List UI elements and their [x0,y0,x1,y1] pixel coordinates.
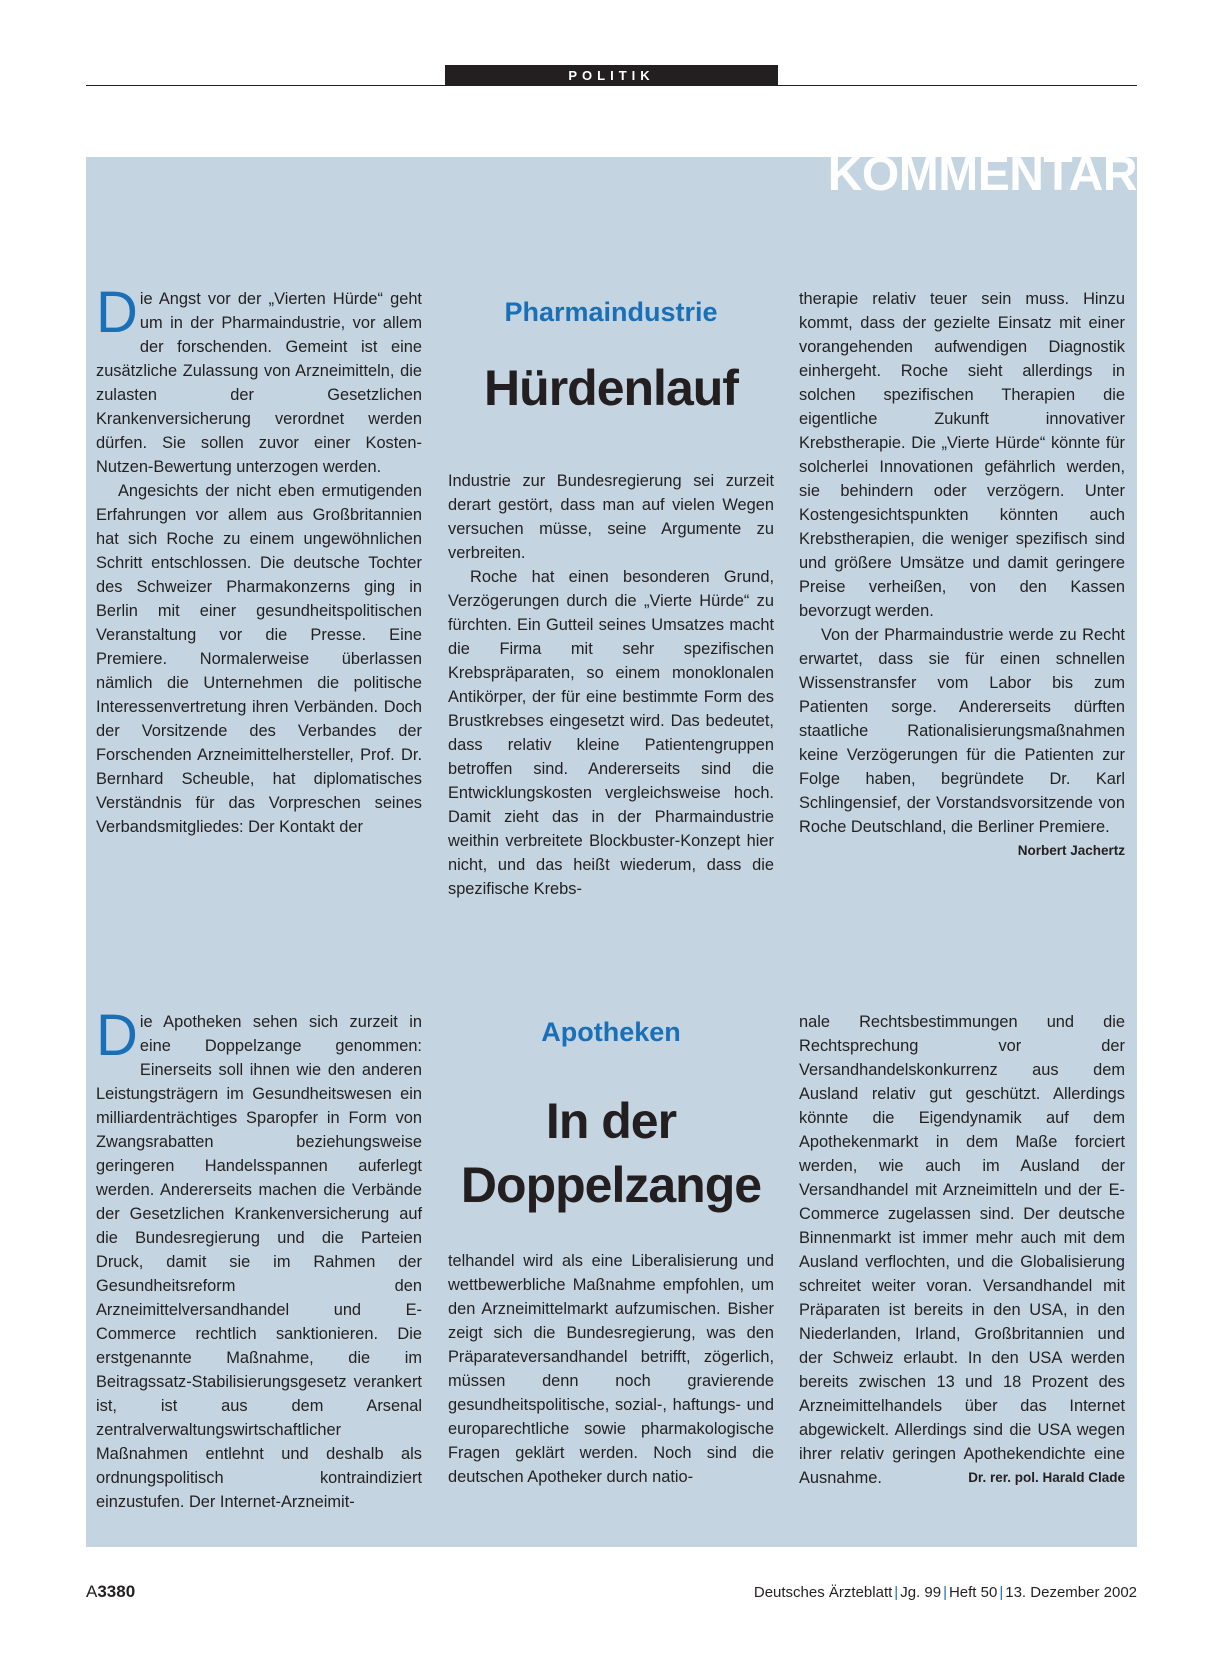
page-prefix: A [86,1582,98,1601]
article2-column2 [448,1249,774,1489]
article1-col2-para2: Roche hat einen besonderen Grund, Verzögerungen durch die „Vierte Hürde“ zu fürchten. Ein Gutteil seines Umsatzes macht die Firma mit sehr spezifischen Krebspräparaten, so einem monoklonalen Antikörper, der für eine bestimmte Form des Brustkrebses eingesetzt wird. Das bedeutet, dass relativ kleine Patientengruppen betroffen sind. Andererseits sind die Entwicklungskosten vergleichsweise hoch. Damit zieht das in der Pharmaindustrie weithin verbreitete Blockbuster-Konzept hier nicht, und das heißt wiederum, dass die spezifische Krebs- [448,568,774,898]
journal-issue: Heft 50 [948,1584,998,1601]
journal-date: 13. Dezember 2002 [1005,1584,1137,1601]
page-number-value: 3380 [97,1582,136,1601]
article2-col3-para1: nale Rechtsbestimmungen und die Rechtsprechung vor der Versandhandelskonkurrenz aus dem Ausland relativ gut geschützt. Allerdings könnte die Eigendynamik auf dem Apothekenmarkt in dem Maße forciert werden, wie auch im Ausland der Versandhandel mit Arzneimitteln und der E-Commerce zugelassen sind. Der deutsche Binnenmarkt ist immer mehr auch mit dem Ausland verflochten, und die Globalisierung schreitet weiter voran. Versandhandel mit Präparaten ist bereits in den USA, in den Niederlanden, Irland, Großbritannien und der Schweiz erlaubt. In den USA werden bereits zwischen 13 und 18 Prozent des Arzneimittelhandels über das Internet abgewickelt. Allerdings sind die USA wegen ihrer relativ geringen Apothekendichte eine Ausnahme. [799,1013,1125,1487]
comment-panel [86,157,1137,1547]
journal-name: Deutsches Ärzteblatt [753,1584,893,1601]
article2-dropcap: D [96,1003,138,1068]
article1-col1-para1: ie Angst vor der „Vierten Hürde“ geht um in der Pharmaindustrie, vor allem der forschenden. Gemeint ist eine zusätzliche Zulassung von Arzneimitteln, die zulasten der Gesetzlichen Krankenversicherung verordnet werden dürfen. Sie sollen zuvor einer Kosten-Nutzen-Bewertung unterzogen werden. [96,290,422,476]
article1-author: Norbert Jachertz [1017,843,1125,858]
article2-kicker: Apotheken [541,1017,681,1047]
article2-col1-para1: ie Apotheken sehen sich zurzeit in eine Doppelzange genommen: Einerseits soll ihnen wie den anderen Leistungsträgern im Gesundheitswesen ein milliardenträchtiges Sparopfer in Form von Zwangsrabatten beziehungsweise geringeren Handelsspannen auferlegt werden. Andererseits machen die Verbände der Gesetzlichen Krankenversicherung auf die Bundesregierung und die Parteien Druck, damit sie im Rahmen der Gesundheitsreform den Arzneimittelversandhandel und E-Commerce rechtlich sanktionieren. Die erstgenannte Maßnahme, die im Beitragssatz-Stabilisierungsgesetz verankert ist, ist aus dem Arsenal zentralverwaltungswirtschaftlicher Maßnahmen entlehnt und deshalb als ordnungspolitisch kontraindiziert einzustufen. Der Internet-Arzneimit- [96,1013,422,1511]
kommentar-label: KOMMENTAR [827,157,1137,201]
article1-column1 [96,280,422,839]
article1-col1-para2: Angesichts der nicht eben ermutigenden Erfahrungen vor allem aus Großbritannien hat sich Roche zu einem ungewöhnlichen Schritt entschlossen. Die deutsche Tochter des Schweizer Pharmakonzerns ging in Berlin mit einer gesundheitspolitischen Veranstaltung vor die Presse. Eine Premiere. Normalerweise überlassen nämlich die Unternehmen die politische Interessenvertretung ihren Verbänden. Doch der Vorsitzende des Verbandes der Forschenden Arzneimittelhersteller, Prof. Dr. Bernhard Scheuble, hat diplomatisches Verständnis für das Vorpreschen seines Verbandsmitgliedes: Der Kontakt der [96,482,422,836]
separator: | [943,1584,947,1601]
article1-column3 [799,287,1125,863]
article1-col2-para1: Industrie zur Bundesregierung sei zurzeit derart gestört, dass man auf vielen Wegen versuchen müsse, seine Argumente zu verbreiten. [448,472,774,562]
article1-kicker: Pharmaindustrie [504,297,718,327]
article1-headline: Hürdenlauf [484,360,738,416]
article2-col2-para1: telhandel wird als eine Liberalisierung und wettbewerbliche Maßnahme empfohlen, um den Arzneimittelmarkt aufzumischen. Bisher zeigt sich die Bundesregierung, was den Präparateversandhandel betrifft, zögerlich, müssen denn noch gravierende gesundheitspolitische, sozial-, haftungs- und europarechtliche sowie pharmakologische Fragen geklärt werden. Noch sind die deutschen Apotheker durch natio- [448,1252,774,1486]
page-number [86,1582,135,1602]
article2-column3 [799,1010,1125,1490]
article2-headline-line2: Doppelzange [460,1157,762,1213]
section-rubric: POLITIK [445,65,778,86]
article1-col3-para1: therapie relativ teuer sein muss. Hinzu kommt, dass der gezielte Einsatz mit einer vorangehenden aufwendigen Diagnostik einhergeht. Roche sieht allerdings in solchen spezifischen Therapien die eigentliche Zukunft innovativer Krebstherapie. Die „Vierte Hürde“ könnte für solcherlei Innovationen gefährlich werden, sie behindern oder verzögern. Unter Kostengesichtspunkten könnten auch Krebstherapien, die weniger spezifisch sind und größere Umsätze und damit geringere Preise verheißen, von den Kassen bevorzugt werden. [799,290,1125,620]
article1-column2 [448,469,774,901]
publication-info [754,1584,1137,1601]
separator: | [999,1584,1004,1601]
article2-column1 [96,1003,422,1514]
article1-col3-para2: Von der Pharmaindustrie werde zu Recht erwartet, dass sie für einen schnellen Wissenstransfer vom Labor bis zum Patienten sorge. Andererseits dürften staatliche Rationalisierungsmaßnahmen keine Verzögerungen für die Patienten zur Folge haben, begründete Dr. Karl Schlingensief, der Vorstandsvorsitzende von Roche Deutschland, die Berliner Premiere. [799,626,1125,836]
article2-headline-line1: In der [545,1093,677,1149]
separator: | [894,1584,899,1601]
journal-volume: Jg. 99 [900,1584,942,1601]
article2-author: Dr. rer. pol. Harald Clade [968,1470,1125,1485]
article1-dropcap: D [96,280,138,345]
